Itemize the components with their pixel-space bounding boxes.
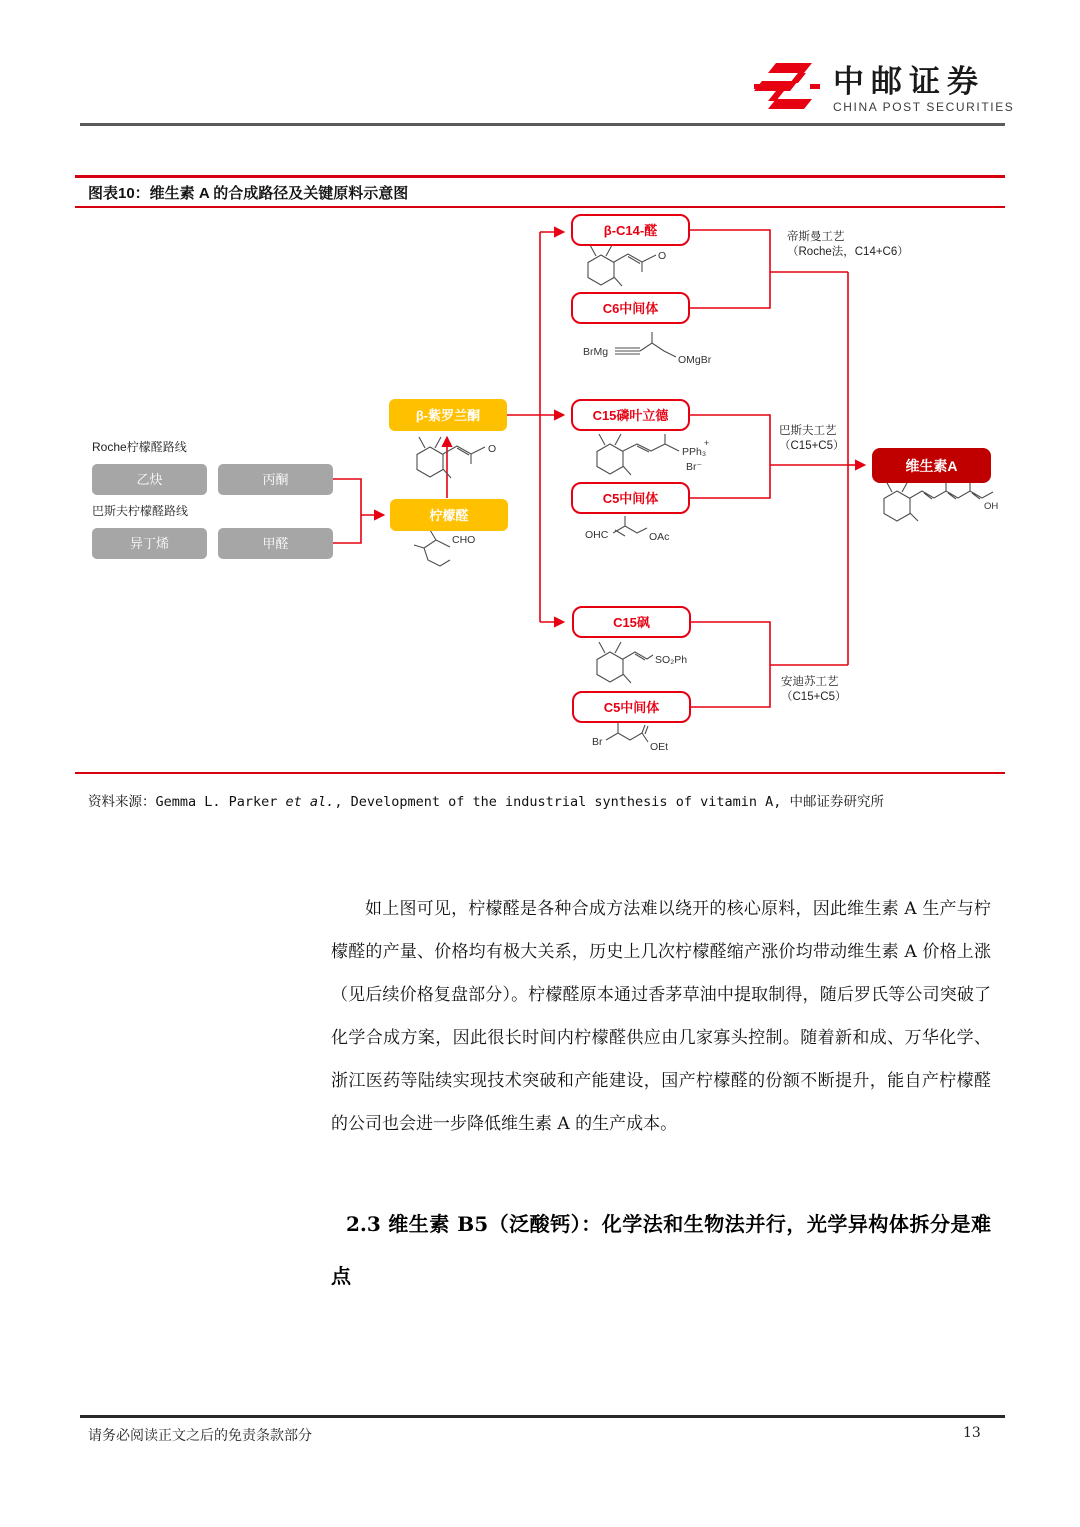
chem-structure-retinol <box>884 481 998 521</box>
chem-label-cho: CHO <box>452 534 476 546</box>
route-label-basf: 巴斯夫柠檬醛路线 <box>92 504 189 518</box>
node-formaldehyde: 甲醛 <box>218 528 333 559</box>
logo-cn-text <box>833 66 1014 113</box>
chem-label-o: O <box>658 250 667 262</box>
process-label-dsm-line2: （Roche法，C14+C6） <box>787 246 909 258</box>
source-prefix: 资料来源：Gemma L. Parker <box>88 794 286 810</box>
chem-label-brmg: BrMg <box>583 346 609 358</box>
node-c6-intermediate: C6中间体 <box>571 292 690 324</box>
footer-page-number: 13 <box>963 1425 981 1441</box>
chem-structure-c6 <box>583 332 712 366</box>
chem-label-br-minus: Br⁻ <box>686 461 703 473</box>
node-acetylene: 乙炔 <box>92 464 207 495</box>
chem-label-br: Br <box>592 736 603 748</box>
chem-structure-ionone <box>417 437 496 478</box>
body-paragraph: 如上图可见，柠檬醛是各种合成方法难以绕开的核心原料，因此维生素 A 生产与柠檬醛的产量、价格均有极大关系，历史上几次柠檬醛缩产涨价均带动维生素 A 价格上涨（见后续价格复盘部分）。柠檬醛原本通过香茅草油中提取制得，随后罗氏等公司突破了化学合成方案，因此很长时间内柠檬醛供应由几家寡头控制。随着新和成、万华化学、浙江医药等陆续实现技术突破和产能建设，国产柠檬醛的份额不断提升，能自产柠檬醛的公司也会进一步降低维生素 A 的生产成本。 <box>331 899 991 1134</box>
process-label-adisseo-line1: 安迪苏工艺 <box>781 676 839 688</box>
figure-title-bar <box>75 175 1005 208</box>
node-c5-intermediate-2: C5中间体 <box>572 691 691 723</box>
chem-label-pph3: PPh₃ <box>682 446 707 458</box>
chem-structure-c5-oac <box>585 516 669 543</box>
node-c15-sulfone: C15砜 <box>572 606 691 638</box>
node-c15-ylide: C15磷叶立德 <box>571 399 690 431</box>
chem-label-plus: + <box>704 438 710 448</box>
figure-title: 图表10：维生素 A 的合成路径及关键原料示意图 <box>88 184 409 202</box>
chem-label-so2ph: SO₂Ph <box>655 654 688 666</box>
node-isobutylene: 异丁烯 <box>92 528 207 559</box>
process-label-basf-line1: 巴斯夫工艺 <box>779 425 837 437</box>
node-vitamin-a: 维生素A <box>872 448 991 483</box>
route-label-roche: Roche柠檬醛路线 <box>92 440 187 454</box>
footer-divider <box>80 1415 1005 1418</box>
chem-structure-citral <box>414 530 475 566</box>
node-acetone: 丙酮 <box>218 464 333 495</box>
process-label-adisseo-line2: （C15+C5） <box>781 691 847 703</box>
chem-label-oh: OH <box>984 501 999 512</box>
node-citral: 柠檬醛 <box>390 499 508 531</box>
chem-structure-c15-ylide <box>597 434 709 475</box>
header-divider <box>80 123 1005 126</box>
chem-label-omgbr: OMgBr <box>678 354 712 366</box>
china-post-logo-icon <box>752 60 822 112</box>
node-beta-ionone: β-紫罗兰酮 <box>389 399 507 431</box>
chem-label-oet: OEt <box>650 741 669 753</box>
chem-label-oac: OAc <box>649 531 670 543</box>
logo-cn: 中邮证券 <box>833 64 985 99</box>
process-label-dsm-line1: 帝斯曼工艺 <box>787 231 845 243</box>
section-heading: 2.3 维生素 B5（泛酸钙）：化学法和生物法并行，光学异构体拆分是难点 <box>331 1212 991 1288</box>
chem-structure-c14-aldehyde <box>588 245 666 286</box>
node-c5-intermediate-1: C5中间体 <box>571 482 690 514</box>
node-beta-c14-aldehyde: β-C14-醛 <box>571 214 690 246</box>
footer-disclaimer: 请务必阅读正文之后的免责条款部分 <box>88 1428 312 1444</box>
figure-source <box>88 782 1000 822</box>
chem-structure-c15-sulfone <box>597 642 687 683</box>
chem-label-o2: O <box>488 443 497 455</box>
process-label-dsm <box>787 230 909 260</box>
process-label-basf-line2: （C15+C5） <box>779 440 845 452</box>
logo-en: CHINA POST SECURITIES <box>833 100 1015 114</box>
source-suffix: , Development of the industrial synthesis of vitamin A, 中邮证券研究所 <box>334 794 884 810</box>
chem-label-ohc: OHC <box>585 529 609 541</box>
figure-bottom-rule <box>75 772 1005 774</box>
source-et-al: et al. <box>285 794 335 810</box>
process-label-basf <box>779 424 845 454</box>
process-label-adisseo <box>781 675 847 705</box>
